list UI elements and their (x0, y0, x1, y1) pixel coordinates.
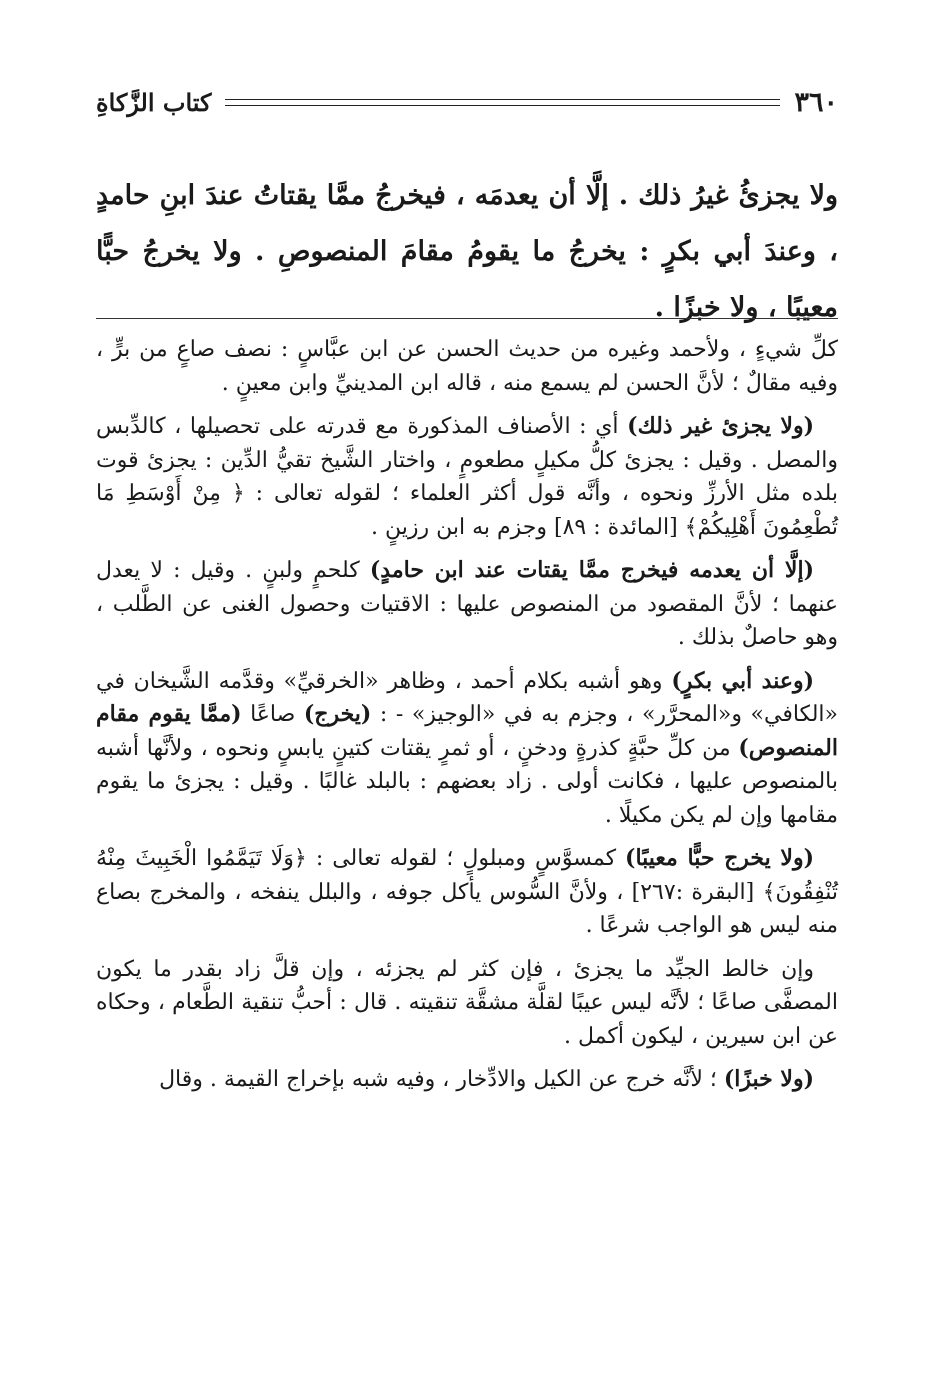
page-header (96, 82, 838, 122)
commentary-text: أي : الأصناف المذكورة مع قدرته على تحصيلها ، كالدِّبس والمصل . وقيل : يجزئ كلُّ مكيلٍ مطعومٍ ، واختار الشَّيخ تقيُّ الدِّين : يجزئ قوت بلده مثل الأرزِّ ونحوه ، وأنَّه قول أكثر العلماء ؛ لقوله تعالى : (96, 414, 838, 506)
commentary-text: كمسوَّسٍ ومبلولٍ ؛ لقوله تعالى : (306, 846, 626, 871)
commentary-paragraph-1 (96, 333, 838, 400)
page-number: ٣٦٠ (794, 86, 838, 118)
commentary-text: وهو أشبه بكلام أحمد ، وظاهر «الخرقيِّ» وقدَّمه الشَّيخان في «الكافي» و«المحرَّر» ، وجزم به في «الوجيز» - : (96, 668, 838, 727)
quran-quote: ﴿ مِنْ أَوْسَطِ مَا تُطْعِمُونَ أَهْلِيكُمْ﴾ (96, 481, 838, 540)
lemma: (وعند أبي بكرٍ) (671, 667, 814, 694)
book-title: كتاب الزَّكاةِ (96, 87, 212, 117)
lemma: (ممَّا يقوم مقام المنصوص) (96, 701, 838, 761)
text-commentary-divider (96, 318, 838, 319)
commentary-text: ؛ لأنَّه خرج عن الكيل والادِّخار ، وفيه شبه بإخراج القيمة . وقال (159, 1067, 724, 1092)
commentary-text: كلِّ شيءٍ ، ولأحمد وغيره من حديث الحسن عن ابن عبَّاسٍ : نصف صاعٍ من برٍّ ، وفيه مقالٌ ؛ لأنَّ الحسن لم يسمع منه ، قاله ابن المدينيِّ وابن معينٍ . (96, 337, 838, 396)
commentary-paragraph-6 (96, 953, 838, 1054)
commentary-paragraph-7 (96, 1063, 838, 1097)
commentary-text: من كلِّ حبَّةٍ كذرةٍ ودخنٍ ، أو ثمرٍ يقتات كتينٍ يابسٍ ونحوه ، ولأنَّها أشبه بالمنصوص عليها ، فكانت أولى . زاد بعضهم : بالبلد غالبًا . وقيل : يجزئ ما يقوم مقامها وإن لم يكن مكيلًا . (96, 735, 838, 828)
commentary-text: [البقرة :٢٦٧] ، ولأنَّ السُّوس يأكل جوفه ، والبلل ينفخه ، والمخرج بصاع منه ليس هو الواجب شرعًا . (96, 879, 838, 938)
commentary-text: [المائدة : ٨٩] وجزم به ابن رزينٍ . (371, 514, 685, 540)
commentary (96, 333, 838, 1107)
quran-quote: ﴿وَلَا تَيَمَّمُوا الْخَبِيثَ مِنْهُ تُنْفِقُونَ﴾ (96, 846, 838, 905)
commentary-text: صاعًا (241, 702, 304, 727)
commentary-text: كلحمٍ ولبنٍ . وقيل : لا يعدل عنهما ؛ لأنَّ المقصود من المنصوص عليها : الاقتيات وحصول الغنى عن الطَّلب ، وهو حاصلٌ بذلك . (96, 558, 838, 650)
lemma: (ولا يجزئ غير ذلك) (627, 413, 814, 439)
commentary-paragraph-4 (96, 665, 838, 833)
commentary-paragraph-3 (96, 554, 838, 655)
main-text-paragraph: ولا يجزئُ غيرُ ذلك . إلَّا أن يعدمَه ، فيخرجُ ممَّا يقتاتُ عندَ ابنِ حامدٍ ، وعندَ أبي بكرٍ : يخرجُ ما يقومُ مقامَ المنصوصِ . ولا يخرجُ حبًّا معيبًا ، ولا خبزًا . (96, 180, 838, 323)
commentary-paragraph-2 (96, 410, 838, 544)
lemma: (ولا خبزًا) (723, 1066, 814, 1092)
header-rule (225, 99, 780, 106)
commentary-paragraph-5 (96, 842, 838, 943)
lemma: (ولا يخرج حبًّا معيبًا) (625, 845, 814, 871)
main-text (96, 168, 838, 336)
commentary-text: وإن خالط الجيِّد ما يجزئ ، فإن كثر لم يجزئه ، وإن قلَّ زاد بقدر ما يكون المصفَّى صاعًا ؛ لأنَّه ليس عيبًا لقلَّة مشقَّة تنقيته . قال : أحبُّ تنقية الطَّعام ، وحكاه عن ابن سيرين ، ليكون أكمل . (96, 956, 838, 1049)
lemma: (إلَّا أن يعدمه فيخرج ممَّا يقتات عند ابن حامدٍ) (369, 557, 814, 583)
lemma: (يخرج) (303, 701, 372, 727)
